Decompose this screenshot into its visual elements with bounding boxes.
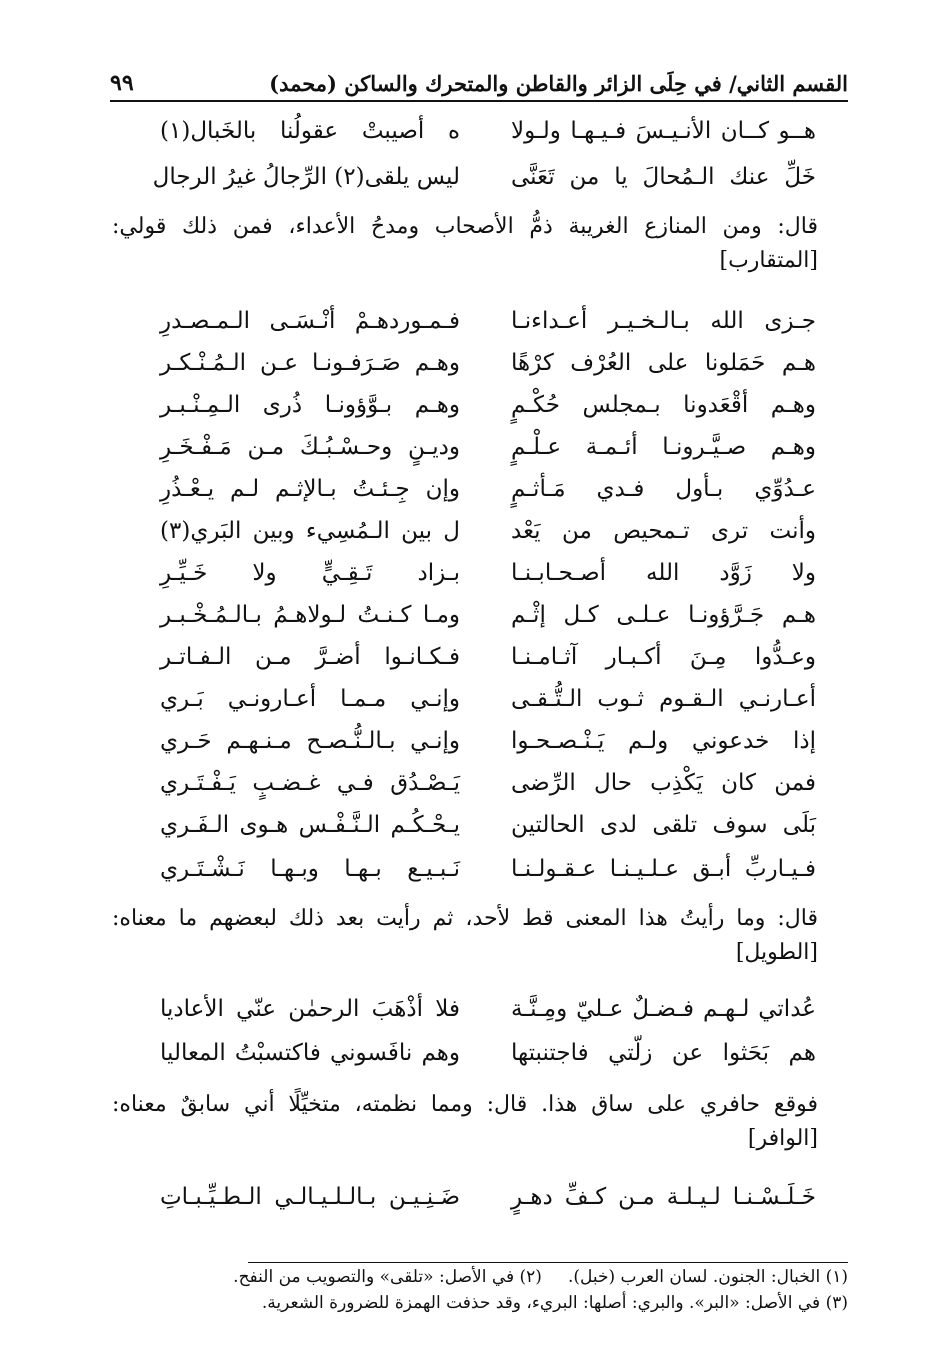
footnote-1: (١) الخبال: الجنون. لسان العرب (خبل). bbox=[567, 1267, 848, 1287]
verse-first-hemistich: جـزى الله بـالـخـيـر أعـداءنـا bbox=[511, 308, 816, 334]
verse-second-hemistich: وإنـي بـالـنُّـصـح مـنـهـم حَـري bbox=[160, 728, 460, 754]
verse-second-hemistich: بـزاد تَـقِـيٍّ ولا خَـيِّـرِ bbox=[160, 560, 460, 586]
verse-first-hemistich: هـم حَمَلونا على العُرْف كرْهًا bbox=[511, 350, 816, 376]
footnote-row bbox=[112, 1264, 848, 1290]
footnote-3: (٣) في الأصل: «البر». والبري: أصلها: البريء، وقد حذفت الهمزة للضرورة الشعرية. bbox=[261, 1293, 848, 1313]
verse-line bbox=[160, 1036, 816, 1070]
verse-first-hemistich: عـدُوِّي بـأول فـدي مَـأثـمٍ bbox=[511, 476, 816, 502]
verse-line bbox=[160, 514, 816, 548]
verse-first-hemistich: هــو كــان الأنـيـسَ فـيـهـا ولـولا bbox=[511, 118, 816, 144]
verse-line bbox=[160, 852, 816, 886]
verse-line bbox=[160, 346, 816, 380]
verse-line bbox=[152, 160, 816, 194]
verse-first-hemistich: بَلَى سوف تلقى لدى الحالتين bbox=[511, 812, 816, 838]
verse-first-hemistich: وهـم أقْعَدونا بـمجلس حُكْـمٍ bbox=[511, 392, 816, 418]
running-header bbox=[110, 60, 848, 102]
verse-first-hemistich: فمن كان يَكْذِب حال الرِّضى bbox=[511, 770, 816, 796]
verse-second-hemistich: وهـم بـوَّؤونـا ذُرى الـمِـنْـبـر bbox=[160, 392, 460, 418]
footnotes bbox=[112, 1264, 848, 1316]
verse-second-hemistich: ل بين الـمُسِيء وبين البَري(٣) bbox=[160, 518, 460, 544]
verse-second-hemistich: وديـنٍ وحـسْـبُـكَ مـن مَـفْـخَـرِ bbox=[160, 434, 460, 460]
verse-first-hemistich: هـم جَـرَّؤونـا عـلـى كـل إثْـم bbox=[511, 602, 816, 628]
verse-second-hemistich: ليس يلقى(٢) الرِّجالُ غيرُ الرجال bbox=[152, 164, 460, 190]
verse-first-hemistich: ولا زَوَّد الله أصـحـابـنـا bbox=[511, 560, 816, 586]
footnote-divider bbox=[248, 1262, 848, 1263]
verse-second-hemistich: ه أصيبتْ عقولُنا بالخَبال(١) bbox=[160, 118, 460, 144]
verse-second-hemistich: فلا أذْهَبَ الرحمٰن عنّي الأعاديا bbox=[160, 996, 460, 1022]
footnote-2: (٢) في الأصل: «تلقى» والتصويب من النفح. bbox=[233, 1267, 542, 1287]
prose-paragraph bbox=[112, 902, 818, 970]
verse-first-hemistich: عُداتي لـهـم فـضـلٌ عـليّ ومِـنَّـة bbox=[511, 996, 816, 1022]
verse-line bbox=[160, 682, 816, 716]
verse-line bbox=[160, 388, 816, 422]
verse-second-hemistich: نَـبـيـع بـهـا وبـهـا نَـشْـتَـري bbox=[160, 856, 460, 882]
verse-first-hemistich: وهـم صـيَّـرونـا أئـمـة عـلْـمٍ bbox=[511, 434, 816, 460]
verse-line bbox=[160, 640, 816, 674]
verse-first-hemistich: خَـلَـسْـنـا لـيـلـة مـن كـفِّ دهـرٍ bbox=[511, 1184, 816, 1210]
meter-label: [الطويل] bbox=[735, 940, 818, 965]
verse-second-hemistich: فـمـوردهـمْ أنْـسَـى الـمـصـدرِ bbox=[160, 308, 460, 334]
header-title: القسم الثاني/ في حِلَى الزائر والقاطن والمتحرك والساكن (محمد) bbox=[269, 71, 848, 96]
prose-line: قال: وما رأيتُ هذا المعنى قط لأحد، ثم رأيت بعد ذلك لبعضهم ما معناه: bbox=[112, 906, 818, 931]
verse-first-hemistich: إذا خدعوني ولـم يَـنْـصـحـوا bbox=[511, 728, 816, 754]
verse-line bbox=[160, 472, 816, 506]
verse-first-hemistich: هم بَحَثوا عن زلّتي فاجتنبتها bbox=[511, 1040, 816, 1066]
verse-second-hemistich: يَـصْـدُق فـي غـضـبٍ يَـفْـتَـري bbox=[160, 770, 460, 796]
verse-first-hemistich: فـيـاربِّ أبـق عـلـيـنـا عـقـولـنـا bbox=[511, 856, 816, 882]
prose-line: قال: ومن المنازع الغريبة ذمُّ الأصحاب ومدحُ الأعداء، فمن ذلك قولي: bbox=[112, 214, 818, 239]
prose-paragraph bbox=[112, 210, 818, 278]
page-number: ٩٩ bbox=[110, 70, 134, 96]
verse-second-hemistich: يـحْـكُـم الـنَّـفْـس هـوى الـفَـري bbox=[160, 812, 460, 838]
verse-second-hemistich: وهم نافَسوني فاكتسبْتُ المعاليا bbox=[160, 1040, 460, 1066]
verse-second-hemistich: فـكـانـوا أضـرَّ مـن الـفـاتـر bbox=[160, 644, 460, 670]
prose-paragraph bbox=[112, 1088, 818, 1156]
verse-line bbox=[160, 992, 816, 1026]
verse-first-hemistich: وعـدُّوا مِـنَ أكـبـار آثـامـنـا bbox=[511, 644, 816, 670]
verse-line bbox=[160, 808, 816, 842]
verse-line bbox=[160, 1180, 816, 1214]
verse-line bbox=[160, 724, 816, 758]
verse-line bbox=[160, 556, 816, 590]
verse-line bbox=[160, 766, 816, 800]
verse-second-hemistich: وإن جِـئـتُ بـالإثـم لـم يـعْـذُرِ bbox=[160, 476, 460, 502]
meter-label: [المتقارب] bbox=[719, 248, 818, 273]
verse-first-hemistich: وأنت ترى تـمحيص من يَعْد bbox=[511, 518, 816, 544]
verse-line bbox=[160, 430, 816, 464]
verse-first-hemistich: خَلِّ عنك الـمُحالَ يا من تَعَنَّى bbox=[511, 164, 816, 190]
verse-second-hemistich: ومـا كـنـتُ لـولاهـمُ بـالـمُـخْـبـر bbox=[160, 602, 460, 628]
verse-second-hemistich: ضَـنِـيـن بـالـلـيـالـي الـطـيِّـبـاتِ bbox=[160, 1184, 460, 1210]
verse-first-hemistich: أعـارنـي الـقـوم ثـوب الـتُّـقـى bbox=[511, 686, 816, 712]
verse-line bbox=[160, 304, 816, 338]
verse-line bbox=[160, 598, 816, 632]
verse-second-hemistich: وهـم صَـرَفـونـا عـن الـمُـنْـكـر bbox=[160, 350, 460, 376]
verse-line bbox=[160, 114, 816, 148]
prose-line: فوقع حافري على ساق هذا. قال: ومما نظمته، متخيِّلًا أني سابقٌ معناه: bbox=[112, 1092, 818, 1117]
meter-label: [الوافر] bbox=[747, 1126, 818, 1151]
verse-second-hemistich: وإنـي مـمـا أعـارونـي بَـري bbox=[160, 686, 460, 712]
